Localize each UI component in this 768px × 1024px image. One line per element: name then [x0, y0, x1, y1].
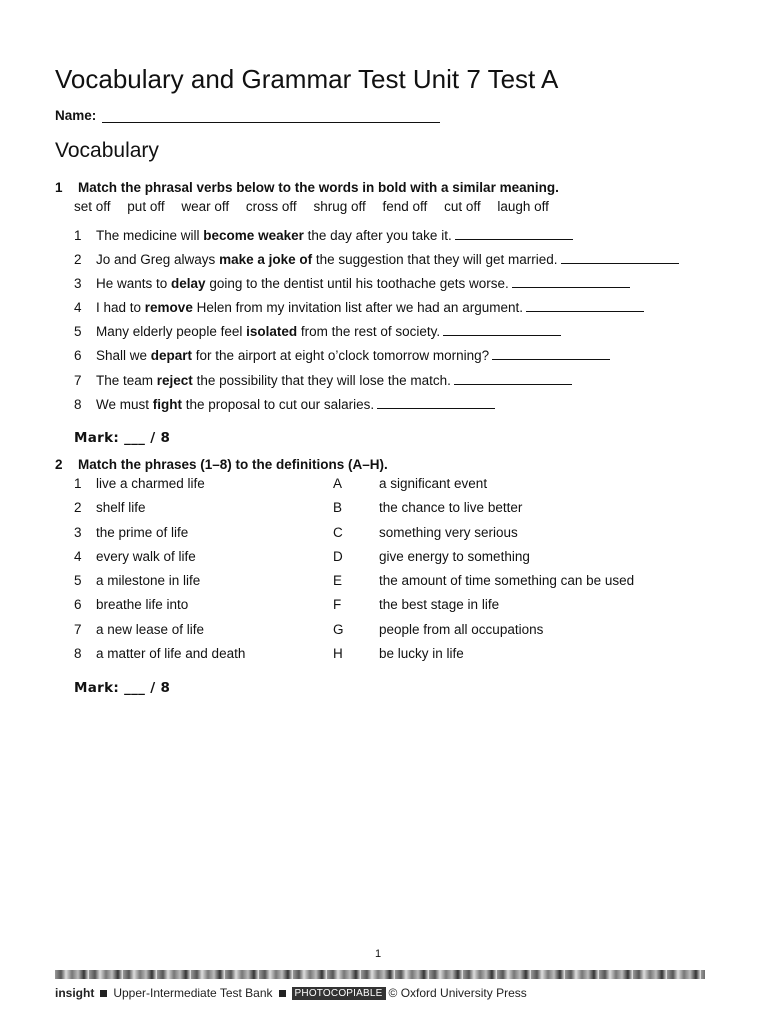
- q1-item: 2 Jo and Greg always make a joke of the suggestion that they will get married.: [74, 251, 679, 267]
- q2-letter: B: [333, 500, 343, 515]
- q1-item: 8 We must fight the proposal to cut our salaries.: [74, 396, 495, 412]
- word-bank-item: fend off: [382, 199, 428, 214]
- q2-letter: E: [333, 573, 343, 588]
- q1-item: 6 Shall we depart for the airport at eight o’clock tomorrow morning?: [74, 347, 610, 363]
- q1-item: 7 The team reject the possibility that they will lose the match.: [74, 372, 572, 388]
- q2-letter: F: [333, 597, 342, 612]
- q2-letter: C: [333, 525, 343, 540]
- answer-blank[interactable]: [443, 323, 561, 336]
- question-1-instruction: 1 Match the phrasal verbs below to the words in bold with a similar meaning.: [55, 180, 559, 195]
- q2-phrase: 1 live a charmed life: [74, 476, 205, 491]
- section-heading: Vocabulary: [55, 139, 159, 162]
- q2-phrase: 8 a matter of life and death: [74, 646, 246, 661]
- word-bank: [74, 199, 562, 214]
- answer-blank[interactable]: [377, 396, 495, 409]
- q2-phrase: 2 shelf life: [74, 500, 146, 515]
- answer-blank[interactable]: [561, 251, 679, 264]
- name-field-row: [55, 108, 440, 123]
- q2-letter: G: [333, 622, 344, 637]
- q2-definition: give energy to something: [379, 549, 530, 564]
- page-title: Vocabulary and Grammar Test Unit 7 Test A: [55, 64, 559, 94]
- q2-definition: be lucky in life: [379, 646, 464, 661]
- footer-publisher: © Oxford University Press: [388, 986, 527, 1000]
- q2-phrase: 5 a milestone in life: [74, 573, 201, 588]
- answer-blank[interactable]: [512, 275, 630, 288]
- q2-definition: people from all occupations: [379, 622, 544, 637]
- word-bank-item: set off: [74, 199, 111, 214]
- q1-item: 1 The medicine will become weaker the day after you take it.: [74, 227, 573, 243]
- q2-definition: the chance to live better: [379, 500, 523, 515]
- page-number: 1: [375, 948, 382, 960]
- footer-brand: insight: [55, 986, 95, 1000]
- answer-blank[interactable]: [454, 372, 572, 385]
- photocopiable-badge: PHOTOCOPIABLE: [292, 987, 386, 1000]
- q2-definition: the best stage in life: [379, 597, 500, 612]
- q1-mark: Mark: ___ / 8: [74, 430, 171, 446]
- question-2-instruction: 2 Match the phrases (1–8) to the definitions (A–H).: [55, 457, 388, 472]
- q1-item: 3 He wants to delay going to the dentist until his toothache gets worse.: [74, 275, 630, 291]
- footer-test-bank: Upper-Intermediate Test Bank: [113, 986, 273, 1000]
- footer-decorative-strip: [55, 970, 705, 979]
- q2-definition: the amount of time something can be used: [379, 573, 635, 588]
- q2-letter: D: [333, 549, 343, 564]
- word-bank-item: cross off: [245, 199, 297, 214]
- q2-phrase: 3 the prime of life: [74, 525, 189, 540]
- word-bank-item: wear off: [181, 199, 230, 214]
- page-footer: [55, 986, 527, 1000]
- answer-blank[interactable]: [492, 347, 610, 360]
- answer-blank[interactable]: [455, 227, 573, 240]
- q1-item: 5 Many elderly people feel isolated from the rest of society.: [74, 323, 561, 339]
- name-label: Name:: [55, 108, 97, 123]
- word-bank-item: laugh off: [497, 199, 549, 214]
- word-bank-item: shrug off: [313, 199, 366, 214]
- word-bank-item: cut off: [444, 199, 481, 214]
- q1-item: 4 I had to remove Helen from my invitation list after we had an argument.: [74, 299, 644, 315]
- name-blank-line[interactable]: [102, 108, 440, 123]
- square-bullet-icon: [100, 990, 107, 997]
- q2-letter: H: [333, 646, 343, 661]
- q2-mark: Mark: ___ / 8: [74, 680, 171, 696]
- q2-phrase: 7 a new lease of life: [74, 622, 205, 637]
- q2-definition: something very serious: [379, 525, 518, 540]
- word-bank-item: put off: [127, 199, 165, 214]
- q2-definition: a significant event: [379, 476, 488, 491]
- square-bullet-icon: [279, 990, 286, 997]
- answer-blank[interactable]: [526, 299, 644, 312]
- q2-phrase: 4 every walk of life: [74, 549, 196, 564]
- q2-letter: A: [333, 476, 343, 491]
- q2-phrase: 6 breathe life into: [74, 597, 189, 612]
